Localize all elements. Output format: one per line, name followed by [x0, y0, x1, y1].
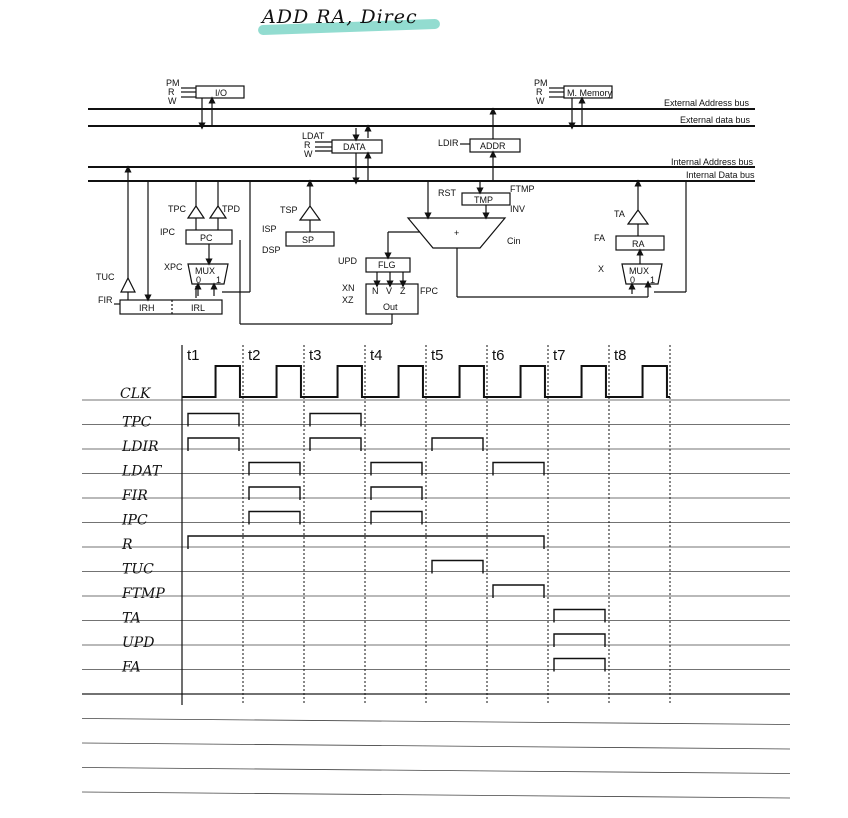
- ruled-line: [82, 768, 790, 774]
- mux-right-label: MUX: [629, 266, 649, 276]
- signal-label: R: [122, 537, 133, 553]
- signal-label: LDAT: [122, 463, 162, 480]
- signal-label: FTMP: [122, 586, 165, 602]
- tick-label: t8: [614, 347, 627, 364]
- irl-label: IRL: [191, 303, 206, 313]
- datapath-labels: [96, 78, 755, 313]
- tick-label: t1: [187, 347, 200, 364]
- mux-right-0-label: 0: [630, 275, 636, 285]
- signal-label: LDIR: [122, 439, 159, 455]
- sp-label: SP: [302, 235, 315, 245]
- fpc-label: FPC: [420, 286, 438, 296]
- w-data-label: W: [304, 149, 313, 159]
- signal-label: FIR: [122, 488, 148, 504]
- tick-label: t7: [553, 347, 566, 364]
- memory-label: M. Memory: [567, 88, 612, 98]
- clock-label: CLK: [120, 386, 151, 402]
- ruled-line: [82, 719, 790, 725]
- io-label: I/O: [215, 88, 228, 98]
- irh-label: IRH: [139, 303, 155, 313]
- mux-right-1-label: 1: [650, 275, 656, 285]
- internal-data-bus-label: Internal Data bus: [686, 170, 755, 180]
- rst-label: RST: [438, 188, 456, 198]
- signal-label: TUC: [122, 561, 154, 578]
- external-data-bus-label: External data bus: [680, 115, 751, 125]
- w-mem-label: W: [536, 96, 545, 106]
- ta-label: TA: [614, 209, 625, 219]
- tmp-label: TMP: [474, 195, 493, 205]
- ruled-line: [82, 792, 790, 798]
- signal-label: UPD: [122, 635, 155, 651]
- fir-label: FIR: [98, 295, 113, 305]
- w-io-label: W: [168, 96, 177, 106]
- mux-left-1-label: 1: [216, 275, 222, 285]
- ruled-line: [82, 743, 790, 749]
- addr-label: ADDR: [480, 141, 506, 151]
- tpd-label: TPD: [222, 204, 240, 214]
- r-mem-label: R: [536, 87, 543, 97]
- isp-label: ISP: [262, 224, 277, 234]
- tick-label: t3: [309, 347, 322, 364]
- tuc-label: TUC: [96, 272, 115, 282]
- ra-label: RA: [632, 239, 645, 249]
- signal-label: TA: [122, 610, 141, 627]
- xn-label: XN: [342, 283, 355, 293]
- r-data-label: R: [304, 140, 311, 150]
- ipc-label: IPC: [160, 227, 176, 237]
- alu-label: +: [454, 228, 460, 238]
- signal-label: FA: [122, 659, 141, 676]
- v-flag-label: V: [386, 286, 393, 296]
- data-label: DATA: [343, 142, 366, 152]
- tick-label: t2: [248, 347, 261, 364]
- tpc-label: TPC: [168, 204, 186, 214]
- pm-io-label: PM: [166, 78, 180, 88]
- r-io-label: R: [168, 87, 175, 97]
- flg-label: FLG: [378, 260, 396, 270]
- n-flag-label: N: [372, 286, 379, 296]
- ir-block: [120, 300, 222, 314]
- x-label: X: [598, 264, 605, 274]
- inv-label: INV: [510, 204, 526, 214]
- upd-label: UPD: [338, 256, 358, 266]
- mux-left-label: MUX: [195, 266, 215, 276]
- signal-label: IPC: [122, 512, 148, 529]
- ftmp-label: FTMP: [510, 184, 535, 194]
- tick-label: t5: [431, 347, 444, 364]
- ldir-label: LDIR: [438, 138, 459, 148]
- pm-mem-label: PM: [534, 78, 548, 88]
- z-flag-label: Z: [400, 286, 406, 296]
- tsp-label: TSP: [280, 205, 298, 215]
- internal-address-bus-label: Internal Address bus: [671, 157, 754, 167]
- out-label: Out: [383, 302, 398, 312]
- tick-label: t6: [492, 347, 505, 364]
- dsp-label: DSP: [262, 245, 281, 255]
- pc-label: PC: [200, 233, 213, 243]
- cin-label: Cin: [507, 236, 521, 246]
- ldat-label: LDAT: [302, 131, 325, 141]
- xpc-label: XPC: [164, 262, 183, 272]
- signal-label: TPC: [122, 414, 152, 431]
- fa-label: FA: [594, 233, 606, 243]
- page-title: ADD RA, Direc: [262, 6, 418, 28]
- external-address-bus-label: External Address bus: [664, 98, 750, 108]
- xz-label: XZ: [342, 295, 354, 305]
- mux-left-0-label: 0: [196, 275, 202, 285]
- timing-diagram: [82, 345, 790, 798]
- tick-label: t4: [370, 347, 383, 364]
